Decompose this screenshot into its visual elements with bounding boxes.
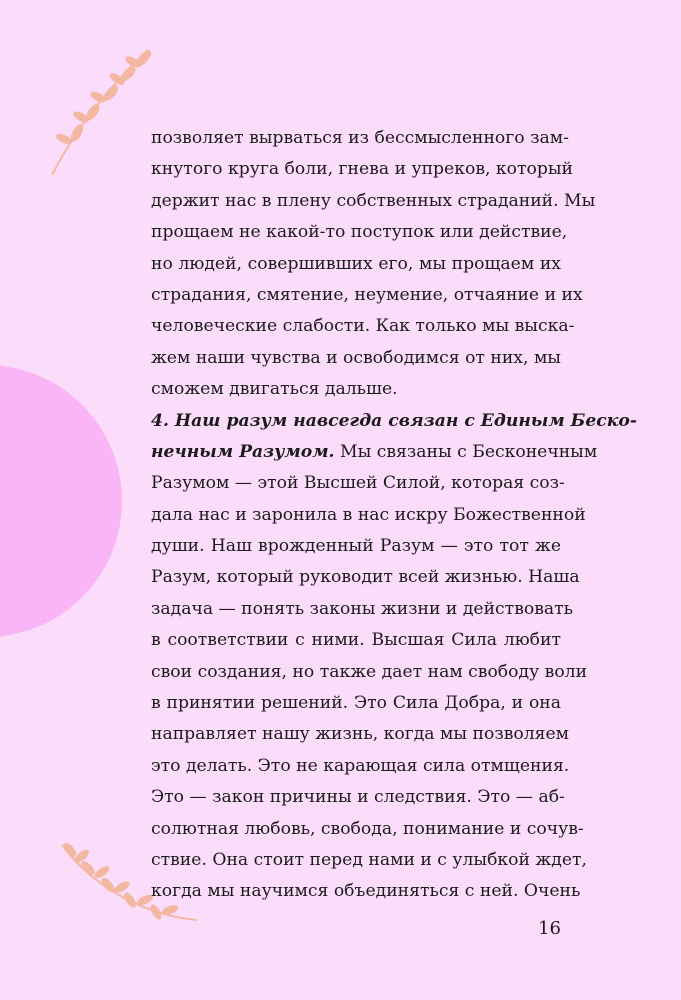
text-line bbox=[151, 500, 586, 531]
line-text: в соответствии с ними. Высшая Сила любит bbox=[151, 630, 561, 651]
line-text: свои создания, но также дает нам свободу воли bbox=[151, 661, 588, 682]
line-text: задача — понять законы жизни и действовать bbox=[151, 598, 574, 619]
text-line bbox=[151, 562, 580, 593]
line-text: направляет нашу жизнь, когда мы позволяем bbox=[151, 724, 570, 745]
text-line bbox=[151, 594, 574, 625]
line-text: когда мы научимся объединяться с ней. Очень bbox=[151, 881, 581, 902]
line-text: это делать. Это не карающая сила отмщения. bbox=[151, 755, 570, 776]
text-line bbox=[151, 217, 568, 248]
text-line bbox=[151, 625, 561, 656]
body-text bbox=[151, 123, 638, 908]
text-line bbox=[151, 751, 570, 782]
text-line bbox=[151, 531, 561, 562]
line-text: держит нас в плену собственных страданий. Мы bbox=[151, 190, 596, 211]
line-text: кнутого круга боли, гнева и упреков, который bbox=[151, 159, 574, 180]
line-text: но людей, совершивших его, мы прощаем их bbox=[151, 253, 561, 274]
line-text: Разумом — этой Высшей Силой, которая соз- bbox=[151, 473, 565, 494]
text-line bbox=[151, 249, 561, 280]
line-text: прощаем не какой-то поступок или действие, bbox=[151, 222, 568, 243]
bold-heading: нечным Разумом. bbox=[151, 441, 335, 462]
text-line bbox=[151, 154, 574, 185]
text-line bbox=[151, 280, 583, 311]
bold-heading: 4. Наш разум навсегда связан с Единым Беско- bbox=[151, 410, 638, 431]
line-text: позволяет вырваться из бессмысленного зам- bbox=[151, 128, 569, 148]
line-text: сможем двигаться дальше. bbox=[151, 379, 398, 400]
line-text: солютная любовь, свобода, понимание и сочув- bbox=[151, 818, 584, 839]
text-line bbox=[151, 311, 575, 342]
line-text: Мы связаны с Бесконечным bbox=[334, 441, 598, 462]
text-line bbox=[151, 845, 587, 876]
text-line bbox=[151, 782, 565, 813]
line-text: Это — закон причины и следствия. Это — аб- bbox=[151, 787, 565, 808]
text-line bbox=[151, 437, 598, 468]
text-line bbox=[151, 468, 565, 499]
line-text: дала нас и заронила в нас искру Божественной bbox=[151, 504, 586, 525]
line-text: ствие. Она стоит перед нами и с улыбкой ждет, bbox=[151, 849, 587, 870]
text-line bbox=[151, 406, 638, 437]
line-text: страдания, смятение, неумение, отчаяние и их bbox=[151, 284, 583, 305]
text-line bbox=[151, 374, 561, 405]
line-text: души. Наш врожденный Разум — это тот же bbox=[151, 536, 561, 557]
line-text: Разум, который руководит всей жизнью. Наша bbox=[151, 567, 580, 588]
text-line bbox=[151, 719, 570, 750]
text-line bbox=[151, 186, 596, 217]
text-line bbox=[151, 123, 569, 154]
decorative-circle bbox=[0, 365, 122, 637]
line-text: жем наши чувства и освободимся от них, мы bbox=[151, 347, 561, 368]
text-line bbox=[151, 876, 581, 907]
text-line bbox=[151, 343, 561, 374]
text-line bbox=[151, 688, 561, 719]
text-line bbox=[151, 657, 588, 688]
line-text: человеческие слабости. Как только мы выска- bbox=[151, 316, 575, 337]
leaf-sprig-icon bbox=[40, 40, 160, 190]
text-line bbox=[151, 814, 584, 845]
line-text: в принятии решений. Это Сила Добра, и она bbox=[151, 693, 561, 714]
page-number: 16 bbox=[538, 918, 561, 939]
